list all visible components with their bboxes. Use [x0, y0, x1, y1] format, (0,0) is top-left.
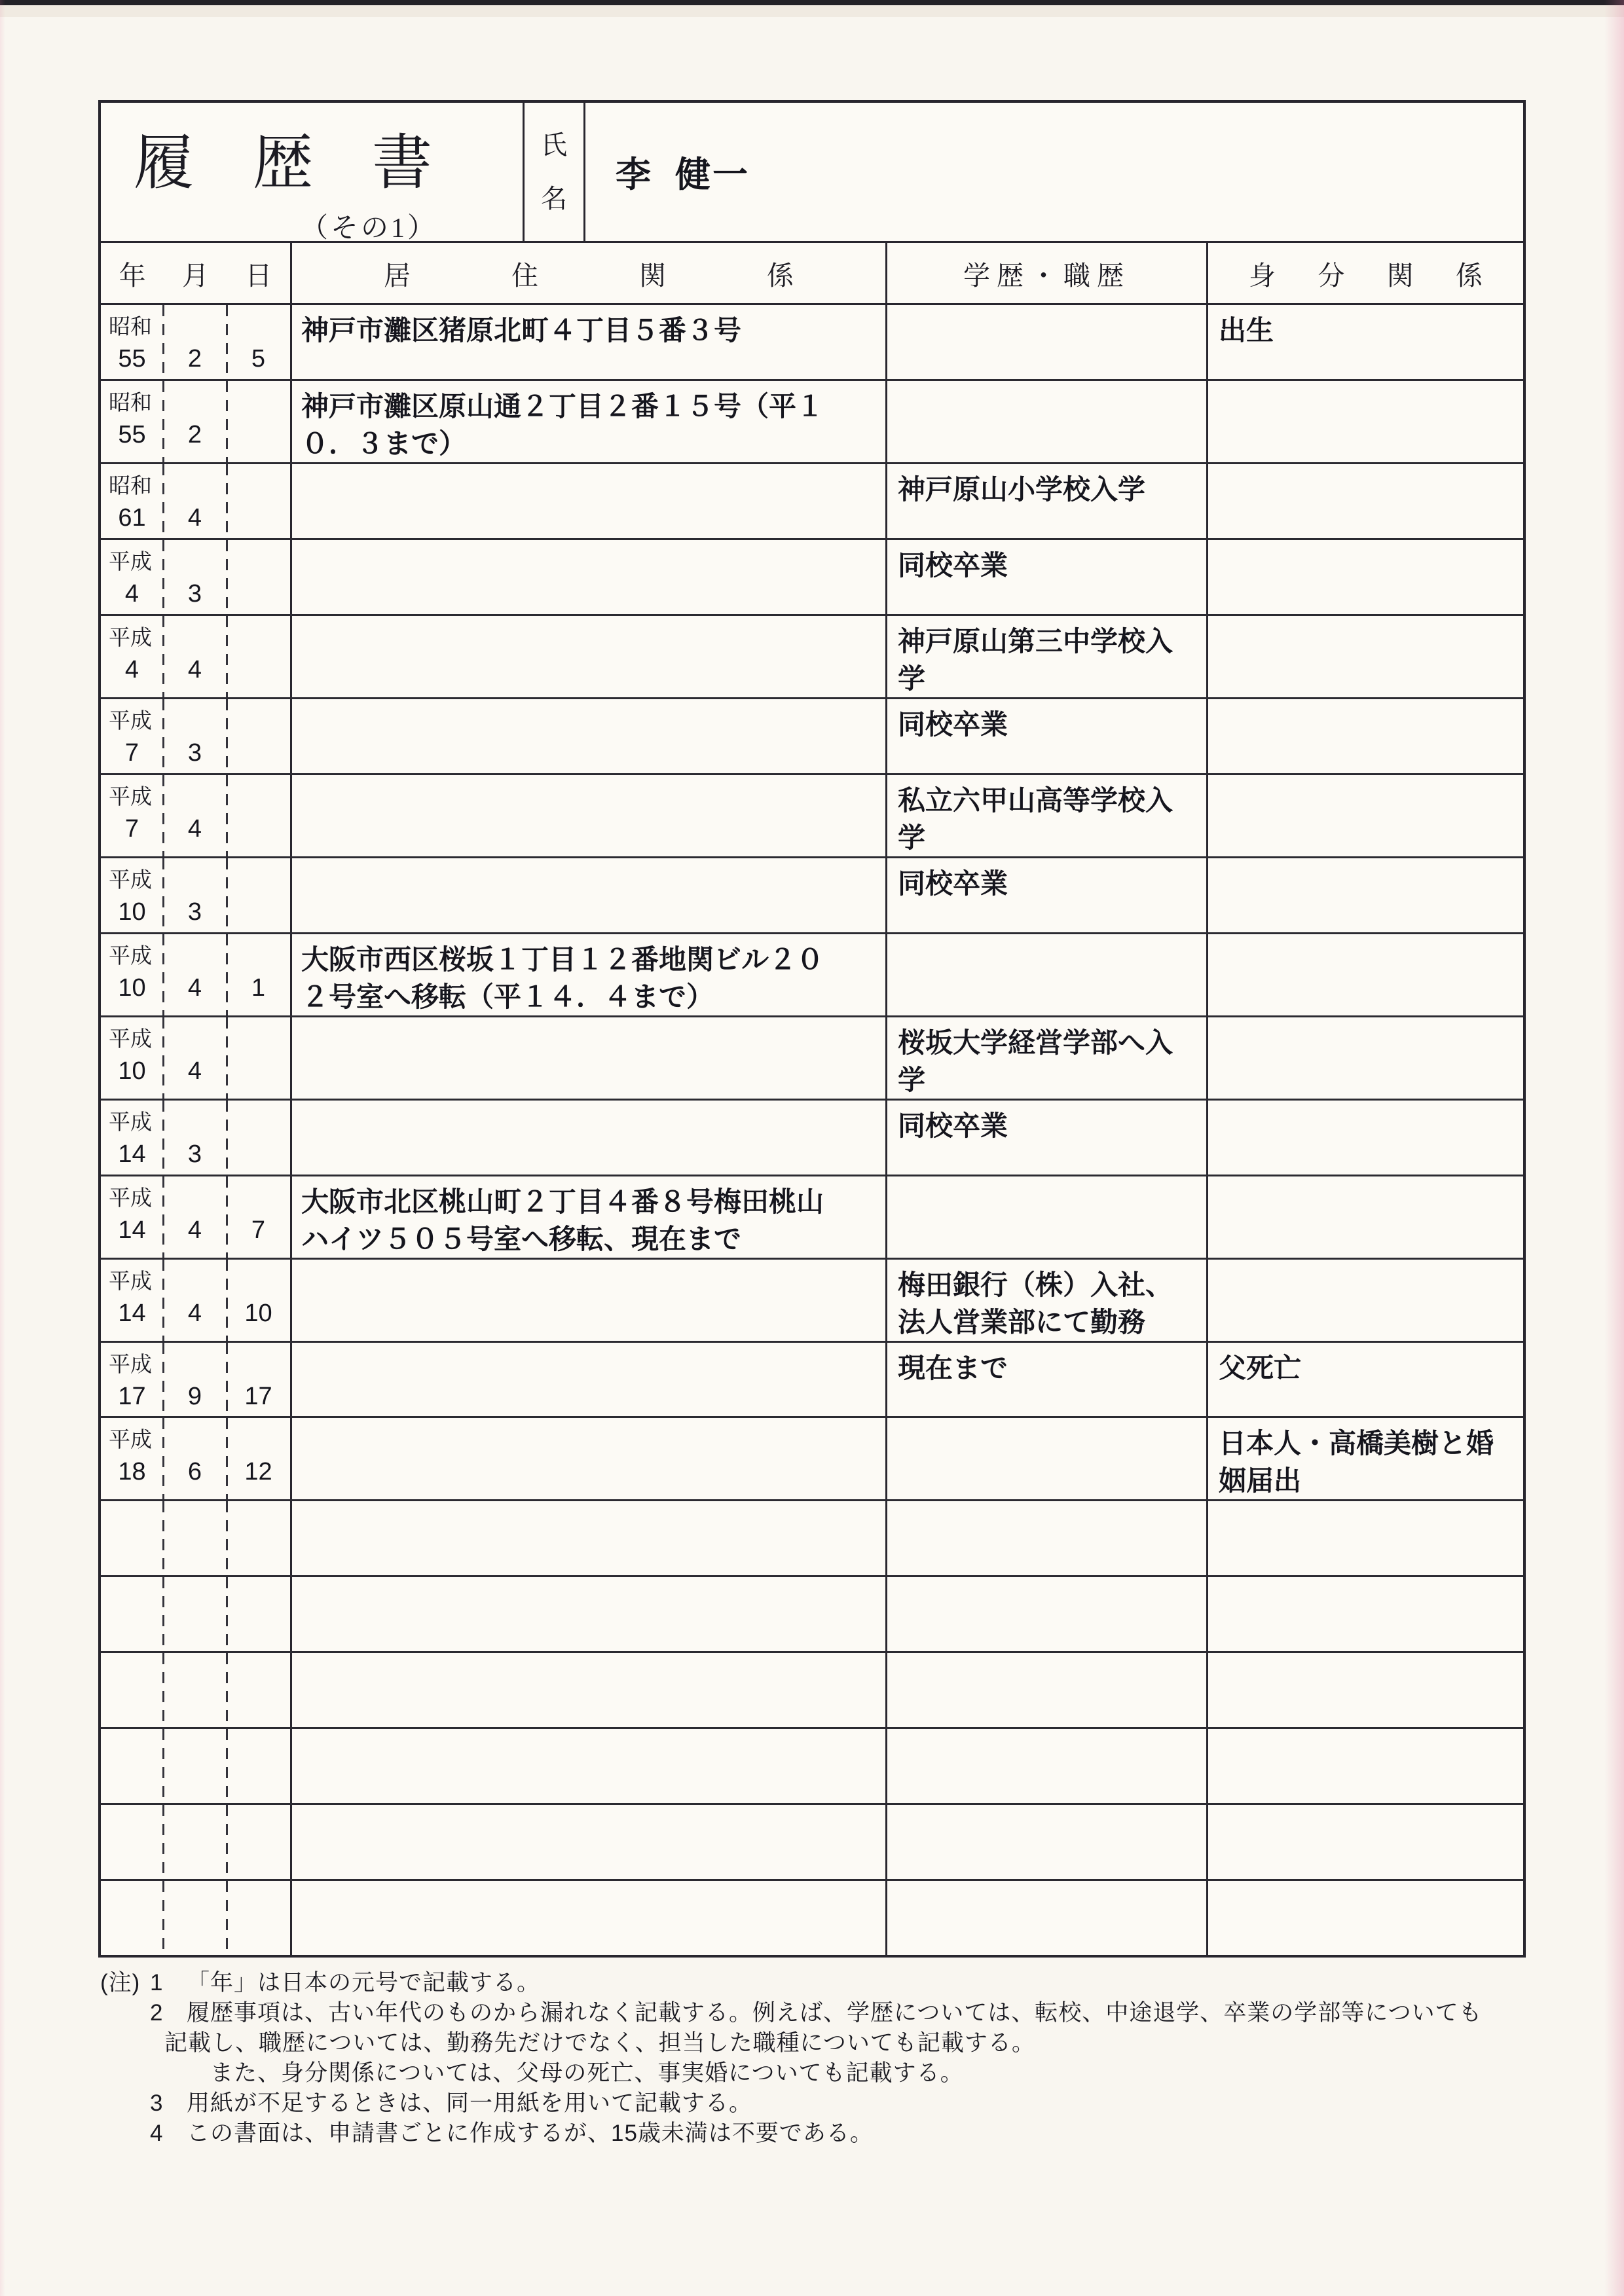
footnote-item — [100, 1998, 1580, 2088]
cell-education — [885, 305, 1206, 379]
year-value: 61 — [118, 503, 146, 532]
year-value: 14 — [118, 1299, 146, 1327]
header-residence: 居 住 関 係 — [290, 243, 885, 303]
year-value: 10 — [118, 1057, 146, 1085]
cell-month — [163, 1577, 227, 1651]
cell-status: 父死亡 — [1206, 1343, 1523, 1417]
cell-day — [227, 1577, 290, 1651]
cell-status — [1206, 381, 1523, 462]
cell-status — [1206, 540, 1523, 614]
era-label: 平成 — [109, 1351, 152, 1376]
cell-month — [163, 1101, 227, 1175]
month-value: 4 — [187, 1216, 202, 1244]
month-value: 4 — [187, 1057, 202, 1085]
era-label: 平成 — [109, 867, 152, 892]
cell-day — [227, 1418, 290, 1499]
table-row — [101, 1260, 1523, 1343]
cell-year — [101, 699, 163, 773]
cell-day — [227, 1260, 290, 1341]
cell-month — [163, 1176, 227, 1258]
cell-status — [1206, 699, 1523, 773]
table-row — [101, 1017, 1523, 1101]
table-row — [101, 934, 1523, 1017]
cell-residence — [290, 1805, 885, 1879]
table-row — [101, 1176, 1523, 1260]
cell-year — [101, 1805, 163, 1879]
cell-day — [227, 540, 290, 614]
cell-month — [163, 1343, 227, 1417]
era-label: 平成 — [109, 943, 152, 968]
cell-day — [227, 1881, 290, 1955]
cell-residence — [290, 1653, 885, 1727]
cell-education: 桜坂大学経営学部へ入学 — [885, 1017, 1206, 1099]
title-cell — [101, 103, 523, 244]
cell-day — [227, 1653, 290, 1727]
cell-education: 同校卒業 — [885, 699, 1206, 773]
table-row — [101, 1577, 1523, 1653]
cell-status — [1206, 1501, 1523, 1575]
cell-education: 神戸原山小学校入学 — [885, 464, 1206, 538]
cell-year — [101, 1418, 163, 1499]
cell-year — [101, 1501, 163, 1575]
cell-month — [163, 1260, 227, 1341]
cell-day — [227, 1501, 290, 1575]
month-value: 4 — [187, 655, 202, 683]
cell-status — [1206, 1653, 1523, 1727]
cell-day — [227, 1729, 290, 1803]
day-value: 10 — [244, 1299, 272, 1327]
cell-month — [163, 1653, 227, 1727]
cell-residence — [290, 1343, 885, 1417]
era-label: 昭和 — [109, 314, 152, 338]
cell-month — [163, 464, 227, 538]
cell-day — [227, 699, 290, 773]
table-row — [101, 858, 1523, 934]
table-row — [101, 1418, 1523, 1501]
table-row — [101, 1729, 1523, 1805]
cell-month — [163, 1805, 227, 1879]
footnote-text: また、身分関係については、父母の死亡、事実婚についても記載する。 — [210, 2060, 964, 2086]
footnote-item — [100, 2088, 1580, 2119]
header-date — [101, 243, 290, 303]
cell-education: 私立六甲山高等学校入学 — [885, 775, 1206, 856]
cell-year — [101, 1653, 163, 1727]
year-value: 17 — [118, 1382, 146, 1410]
cell-status: 日本人・高橋美樹と婚姻届出 — [1206, 1418, 1523, 1499]
cell-status — [1206, 1577, 1523, 1651]
era-label: 平成 — [109, 1109, 152, 1134]
cell-year — [101, 1881, 163, 1955]
cell-month — [163, 934, 227, 1015]
header-status: 身 分 関 係 — [1206, 243, 1523, 303]
column-header-row — [101, 243, 1523, 305]
name-label-char: 名 — [541, 183, 567, 213]
cell-education — [885, 1418, 1206, 1499]
footnote-text: 履歴事項は、古い年代のものから漏れなく記載する。例えば、学歴については、転校、中途退学、卒業の学部等についても — [187, 2000, 1483, 2026]
cell-education: 神戸原山第三中学校入学 — [885, 616, 1206, 697]
table-row — [101, 616, 1523, 699]
day-value: 5 — [251, 345, 266, 373]
era-label: 平成 — [109, 1185, 152, 1210]
scan-tint-right — [1604, 0, 1624, 2296]
cell-day — [227, 305, 290, 379]
cell-residence — [290, 1418, 885, 1499]
cell-status — [1206, 858, 1523, 932]
table-row — [101, 1343, 1523, 1419]
cell-month — [163, 1017, 227, 1099]
cell-month — [163, 1501, 227, 1575]
table-row — [101, 305, 1523, 381]
cell-status — [1206, 775, 1523, 856]
cell-year — [101, 1176, 163, 1258]
cell-year — [101, 305, 163, 379]
year-value: 55 — [118, 420, 146, 448]
month-value: 4 — [187, 503, 202, 532]
cell-status — [1206, 1729, 1523, 1803]
year-value: 7 — [124, 738, 139, 767]
table-row — [101, 540, 1523, 616]
cell-day — [227, 381, 290, 462]
cell-month — [163, 616, 227, 697]
table-row — [101, 1101, 1523, 1176]
month-value: 3 — [187, 898, 202, 926]
month-value: 6 — [187, 1458, 202, 1486]
footnotes — [100, 1968, 1580, 2149]
cell-residence: 大阪市北区桃山町２丁目４番８号梅田桃山ハイツ５０５号室へ移転、現在まで — [290, 1176, 885, 1258]
cell-day — [227, 464, 290, 538]
cell-education — [885, 934, 1206, 1015]
cell-residence — [290, 540, 885, 614]
month-value: 4 — [187, 1299, 202, 1327]
footnote-number: 3 — [150, 2090, 164, 2116]
year-value: 18 — [118, 1458, 146, 1486]
cell-residence — [290, 1501, 885, 1575]
era-label: 平成 — [109, 1268, 152, 1293]
era-label: 平成 — [109, 625, 152, 649]
footnote-text: 「年」は日本の元号で記載する。 — [187, 1970, 541, 1995]
cell-status — [1206, 464, 1523, 538]
cell-year — [101, 1577, 163, 1651]
era-label: 平成 — [109, 1427, 152, 1452]
cell-day — [227, 775, 290, 856]
era-label: 平成 — [109, 784, 152, 809]
cell-education — [885, 1653, 1206, 1727]
footnote-number: 2 — [150, 2000, 164, 2026]
cell-residence: 大阪市西区桜坂１丁目１２番地関ビル２０２号室へ移転（平１４．４まで） — [290, 934, 885, 1015]
day-value: 1 — [251, 974, 266, 1002]
cell-year — [101, 1101, 163, 1175]
table-row — [101, 1805, 1523, 1881]
cell-month — [163, 775, 227, 856]
cell-education: 同校卒業 — [885, 1101, 1206, 1175]
cell-month — [163, 858, 227, 932]
footnote-number: 4 — [150, 2121, 164, 2146]
cell-residence — [290, 1577, 885, 1651]
name-label — [523, 103, 585, 241]
cell-residence — [290, 1729, 885, 1803]
cell-month — [163, 1881, 227, 1955]
cell-education: 同校卒業 — [885, 858, 1206, 932]
document-title: 履歴書 — [134, 130, 492, 196]
cell-status — [1206, 1260, 1523, 1341]
day-value: 17 — [244, 1382, 272, 1410]
scan-edge-artifact — [0, 0, 1624, 5]
table-row — [101, 1881, 1523, 1955]
cell-day — [227, 1017, 290, 1099]
year-value: 55 — [118, 345, 146, 373]
footnote-text: この書面は、申請書ごとに作成するが、15歳未満は不要である。 — [187, 2121, 874, 2146]
cell-education: 梅田銀行（株）入社、法人営業部にて勤務 — [885, 1260, 1206, 1341]
history-rows — [101, 305, 1523, 1955]
cell-day — [227, 1805, 290, 1879]
title-block — [101, 103, 1523, 243]
cell-day — [227, 858, 290, 932]
era-label: 昭和 — [109, 473, 152, 498]
name-value: 李 健一 — [616, 155, 750, 194]
year-value: 4 — [124, 579, 139, 608]
cell-residence: 神戸市灘区原山通２丁目２番１５号（平１０．３まで） — [290, 381, 885, 462]
month-value: 3 — [187, 579, 202, 608]
footnote-prefix: (注) — [100, 1970, 141, 1995]
scan-tint-left — [0, 0, 5, 2296]
cell-year — [101, 616, 163, 697]
cell-day — [227, 1101, 290, 1175]
cell-month — [163, 381, 227, 462]
month-value: 9 — [187, 1382, 202, 1410]
table-row — [101, 464, 1523, 540]
year-value: 14 — [118, 1216, 146, 1244]
month-value: 4 — [187, 814, 202, 843]
cell-education: 同校卒業 — [885, 540, 1206, 614]
cell-residence — [290, 1101, 885, 1175]
cell-day — [227, 616, 290, 697]
name-label-char: 氏 — [541, 130, 567, 160]
era-label: 昭和 — [109, 390, 152, 414]
cell-education — [885, 381, 1206, 462]
cell-day — [227, 934, 290, 1015]
cell-month — [163, 305, 227, 379]
cell-month — [163, 540, 227, 614]
table-row — [101, 1653, 1523, 1729]
cell-status — [1206, 934, 1523, 1015]
year-value: 14 — [118, 1140, 146, 1168]
year-value: 10 — [118, 898, 146, 926]
footnote-number: 1 — [150, 1970, 164, 1995]
cell-education — [885, 1176, 1206, 1258]
cell-residence — [290, 616, 885, 697]
table-row — [101, 775, 1523, 858]
header-month: 月 — [181, 260, 209, 291]
cell-residence — [290, 1260, 885, 1341]
cell-status — [1206, 1805, 1523, 1879]
month-value: 3 — [187, 1140, 202, 1168]
cell-residence — [290, 775, 885, 856]
cell-month — [163, 1729, 227, 1803]
cell-residence: 神戸市灘区猪原北町４丁目５番３号 — [290, 305, 885, 379]
cell-year — [101, 1343, 163, 1417]
year-value: 4 — [124, 655, 139, 683]
table-row — [101, 381, 1523, 464]
cell-education — [885, 1805, 1206, 1879]
cell-residence — [290, 699, 885, 773]
year-value: 10 — [118, 974, 146, 1002]
cell-education: 現在まで — [885, 1343, 1206, 1417]
cell-year — [101, 1260, 163, 1341]
year-value: 7 — [124, 814, 139, 843]
cell-day — [227, 1176, 290, 1258]
cell-residence — [290, 858, 885, 932]
cell-education — [885, 1729, 1206, 1803]
era-label: 平成 — [109, 708, 152, 733]
cell-year — [101, 381, 163, 462]
cell-status — [1206, 1017, 1523, 1099]
cell-year — [101, 775, 163, 856]
cell-month — [163, 699, 227, 773]
resume-table — [98, 100, 1526, 1958]
month-value: 4 — [187, 974, 202, 1002]
footnote-text: 用紙が不足するときは、同一用紙を用いて記載する。 — [187, 2090, 753, 2116]
month-value: 2 — [187, 345, 202, 373]
cell-year — [101, 1729, 163, 1803]
footnote-item — [100, 2119, 1580, 2149]
era-label: 平成 — [109, 1026, 152, 1051]
cell-residence — [290, 1017, 885, 1099]
cell-year — [101, 934, 163, 1015]
header-day: 日 — [245, 260, 272, 291]
month-value: 2 — [187, 420, 202, 448]
cell-year — [101, 858, 163, 932]
table-row — [101, 1501, 1523, 1577]
cell-residence — [290, 464, 885, 538]
document-subtitle: （その1） — [300, 213, 437, 244]
cell-status: 出生 — [1206, 305, 1523, 379]
cell-status — [1206, 1881, 1523, 1955]
era-label: 平成 — [109, 549, 152, 574]
cell-status — [1206, 616, 1523, 697]
cell-day — [227, 1343, 290, 1417]
cell-status — [1206, 1101, 1523, 1175]
footnote-item — [100, 1968, 1580, 1998]
header-year: 年 — [119, 260, 146, 291]
cell-education — [885, 1881, 1206, 1955]
cell-education — [885, 1501, 1206, 1575]
day-value: 7 — [251, 1216, 266, 1244]
footnote-text: 記載し、職歴については、勤務先だけでなく、担当した職種についても記載する。 — [164, 2030, 1035, 2056]
day-value: 12 — [244, 1458, 272, 1486]
cell-year — [101, 464, 163, 538]
month-value: 3 — [187, 738, 202, 767]
table-row — [101, 699, 1523, 775]
cell-residence — [290, 1881, 885, 1955]
scan-shadow — [0, 5, 1624, 17]
cell-education — [885, 1577, 1206, 1651]
header-education: 学歴・職歴 — [885, 243, 1206, 303]
cell-year — [101, 540, 163, 614]
cell-month — [163, 1418, 227, 1499]
cell-year — [101, 1017, 163, 1099]
cell-status — [1206, 1176, 1523, 1258]
